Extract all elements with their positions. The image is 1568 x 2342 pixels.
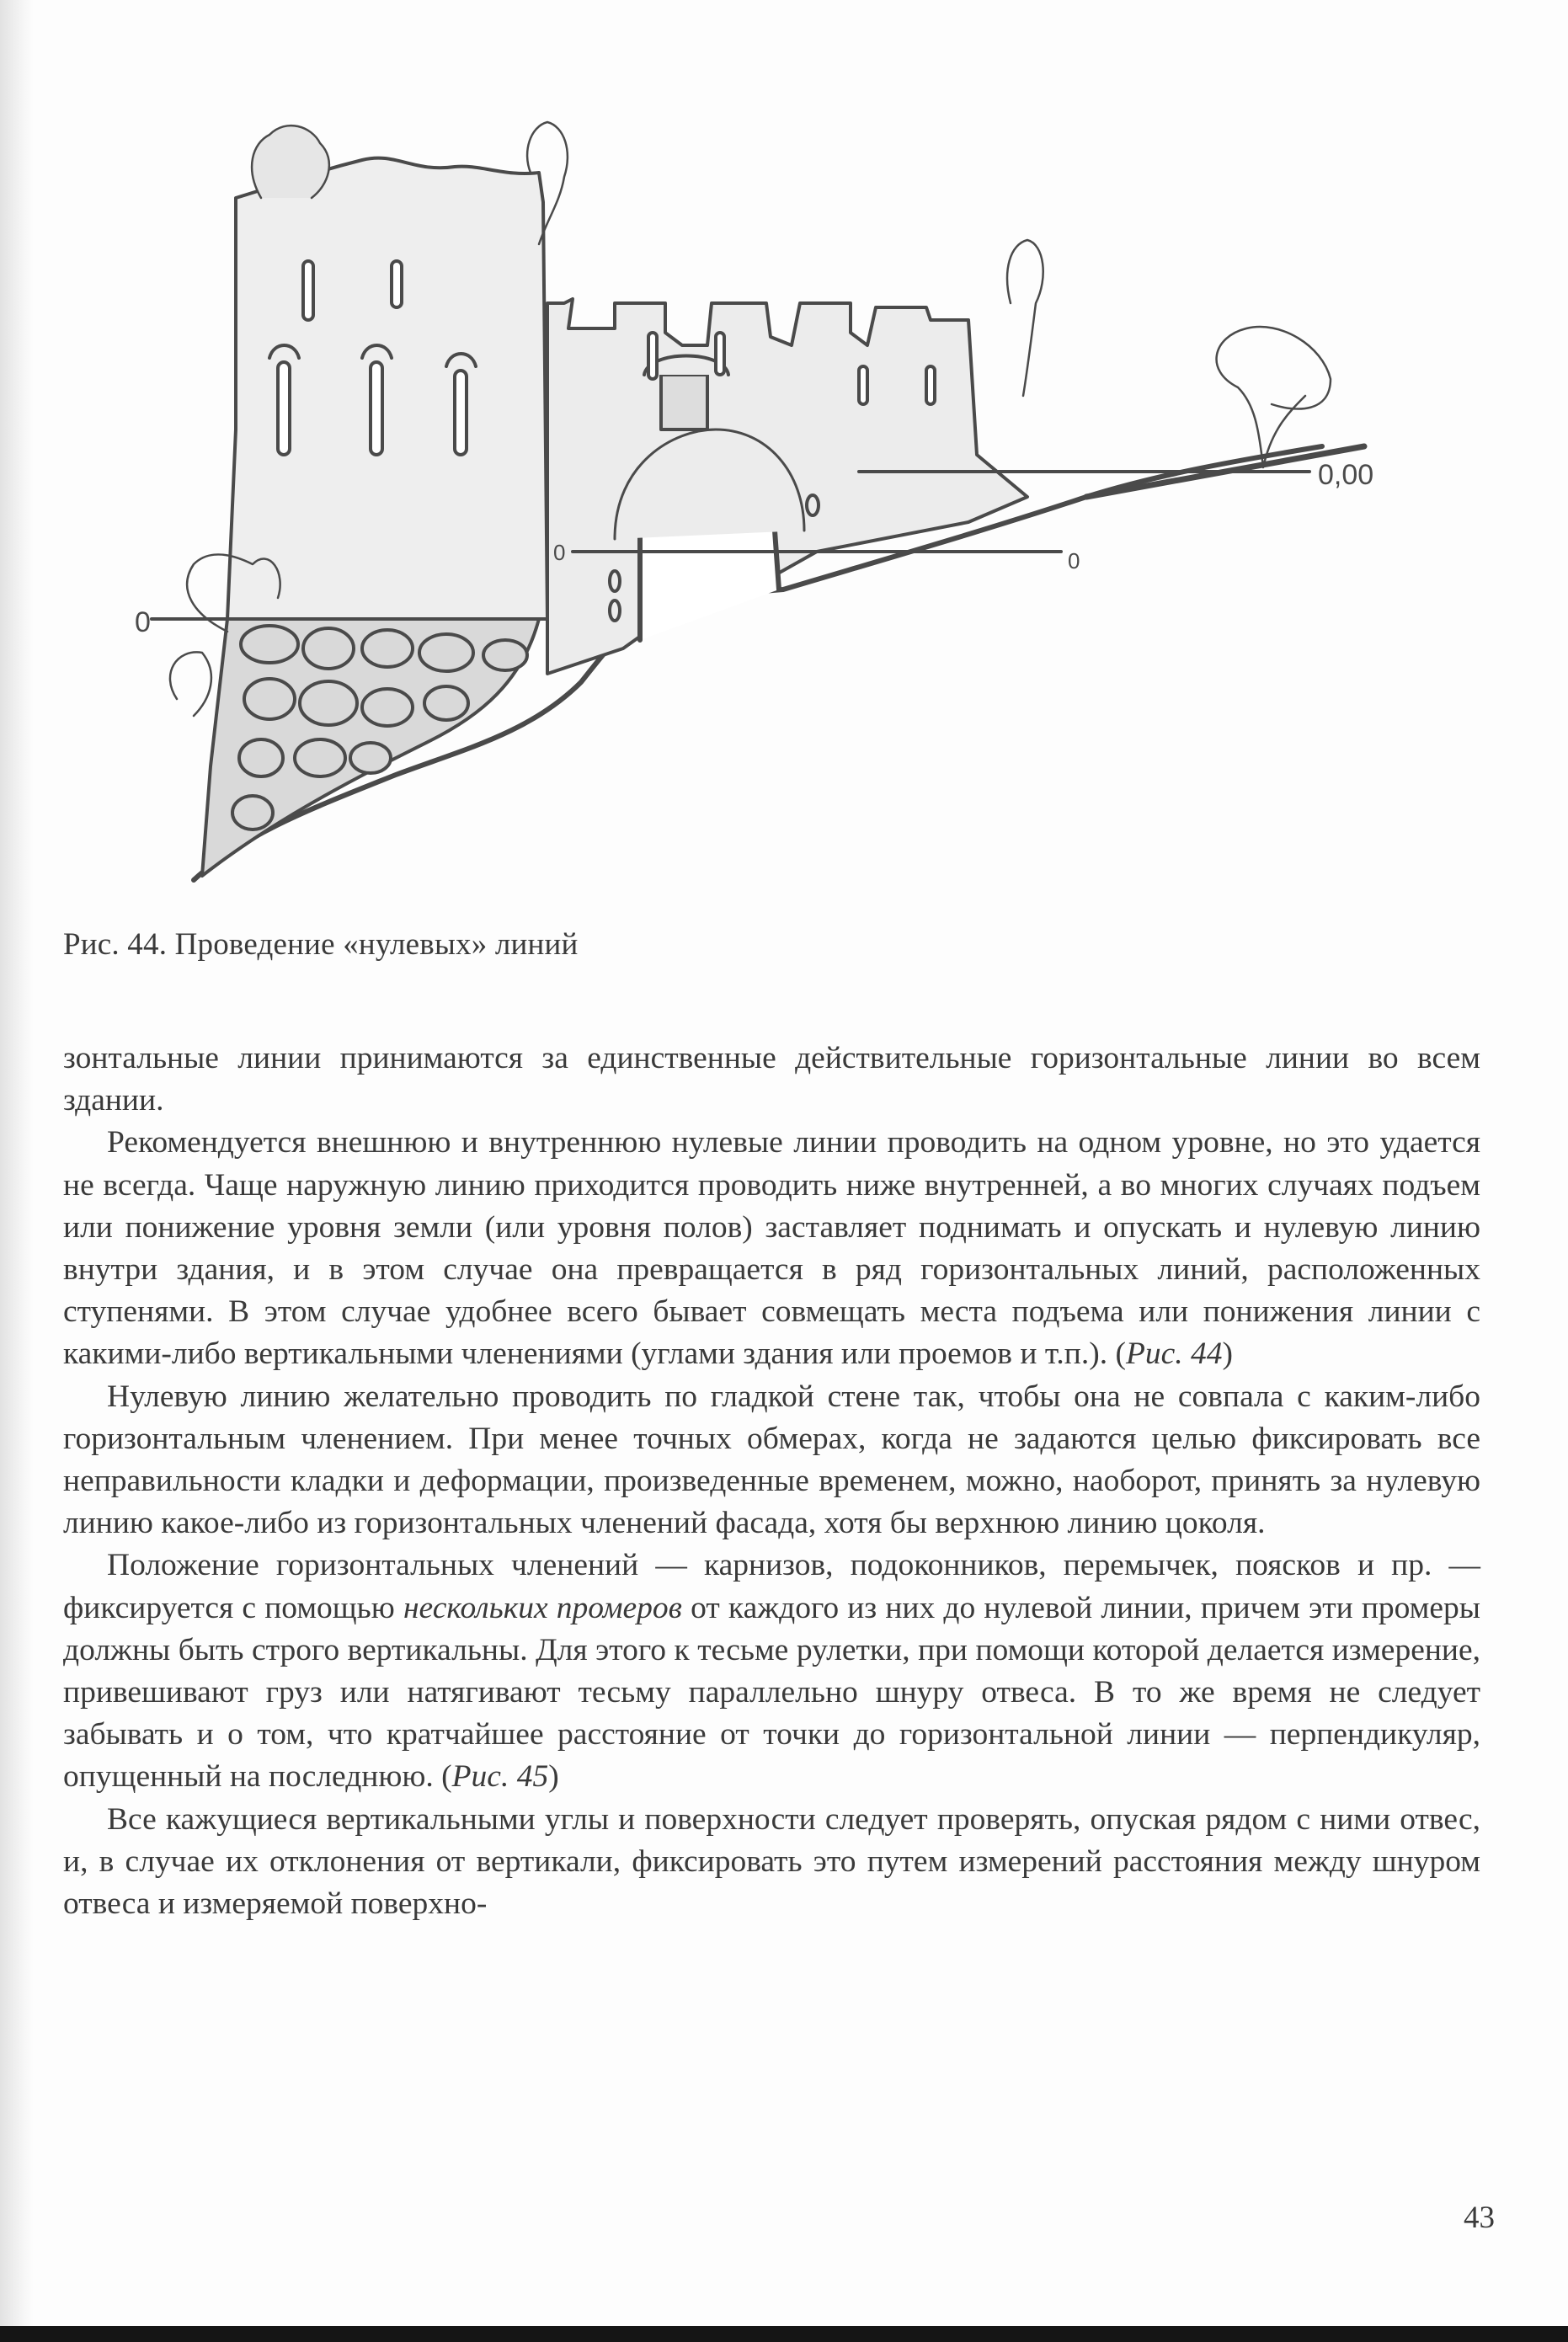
paragraph-text: зонтальные линии принимаются за единственные действительные горизонтальные линии во всем здании. [63,1041,1480,1118]
italic-reference: Рис. 45 [451,1759,549,1795]
paragraph-text: Все кажущиеся вертикальными углы и поверхности следует проверять, опуская рядом с ними отвес, и, в случае их отклонения от вертикали, фиксировать это путем измерений расстояния между шнуром отвеса и измеряемой поверхно- [63,1801,1480,1922]
paragraph [63,1376,1480,1545]
page-number: 43 [1464,2201,1495,2235]
paragraph [63,1122,1480,1375]
paragraph [63,1799,1480,1926]
zero-level-label: 0,00 [1318,459,1374,491]
body-text [63,1038,1480,1925]
paragraph-text: от каждого из них до нулевой линии, причем эти промеры должны быть строго вертикальны. Для этого к тесьме рулетки, при помощи которой делается измерение, привешивают груз или натягивают тесьму параллельно шнуру отвеса. В то же время не следует забывать и о том, что кратчайшее расстояние от точки до горизонтальной линии — перпендикуляр, опущенный на последнюю. ( [63,1590,1480,1795]
figure-44-drawing [135,93,1507,901]
page-gutter-shadow [0,0,34,2342]
scan-edge-band [0,2326,1568,2342]
left-tower [227,158,547,619]
gate-wall [547,299,1027,674]
figure-caption: Рис. 44. Проведение «нулевых» линий [63,927,579,962]
paragraph [63,1544,1480,1798]
italic-reference: Рис. 44 [1125,1336,1223,1372]
paragraph-text: Нулевую линию желательно проводить по гладкой стене так, чтобы она не совпала с каким-либо горизонтальным членением. При менее точных обмерах, когда не задаются целью фиксировать все неправильности кладки и деформации, произведенные временем, можно, наоборот, принять за нулевую линию какое-либо из горизонтальных членений фасада, хотя бы верхнюю линию цоколя. [63,1379,1480,1541]
zero-label-middle-right: 0 [1068,548,1080,573]
paragraph [63,1038,1480,1122]
paragraph-text: Рекомендуется внешнюю и внутреннюю нулевые линии проводить на одном уровне, но это удается не всегда. Чаще наружную линию приходится проводить ниже внутренней, а во многих случаях подъем или понижение уровня земли (или уровня полов) заставляет поднимать и опускать и нулевую линию внутри здания, и в этом случае она превращается в ряд горизонтальных линий, расположенных ступенями. В этом случае удобнее всего бывает совмещать места подъема или понижения линии с какими-либо вертикальными членениями (углами здания или проемов и т.п.). ( [63,1125,1480,1372]
italic-reference: нескольких промеров [403,1590,682,1625]
paragraph-text: ) [548,1759,559,1795]
zero-label-middle-left: 0 [553,540,566,565]
stone-foundation [202,619,539,876]
paragraph-text: Положение горизонтальных членений — карнизов, подоконников, перемычек, поясков и пр. — фиксируется с помощью [63,1548,1480,1625]
zero-label-left: 0 [135,606,151,638]
paragraph-text: ) [1222,1336,1234,1372]
